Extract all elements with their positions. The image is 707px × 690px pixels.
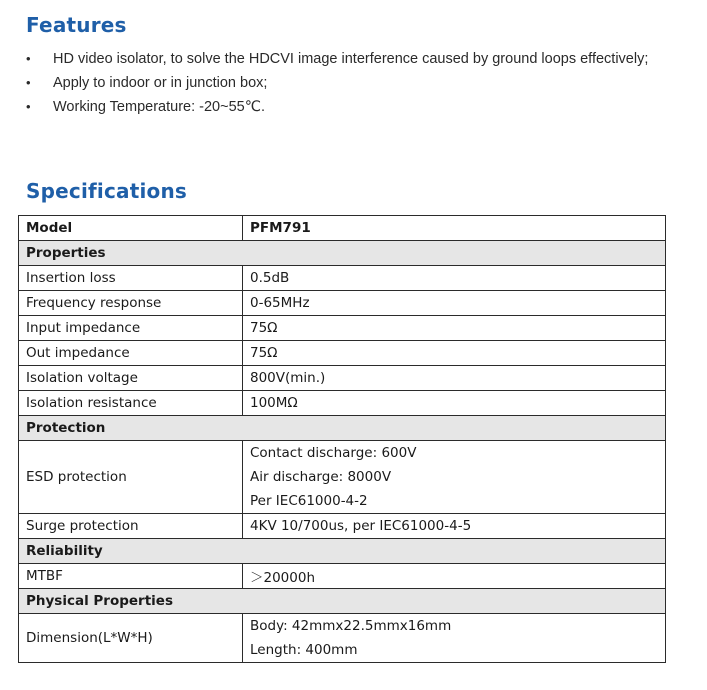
row-label: Input impedance — [19, 316, 243, 341]
row-label: Isolation voltage — [19, 366, 243, 391]
row-value: 0.5dB — [243, 266, 666, 291]
section-row — [19, 416, 666, 441]
row-value — [243, 441, 666, 514]
bullet-icon: • — [26, 51, 31, 66]
section-properties: Properties — [19, 241, 666, 266]
table-row — [19, 391, 666, 416]
value-line: Per IEC61000-4-2 — [250, 493, 368, 509]
specifications-table — [18, 215, 666, 663]
table-row — [19, 341, 666, 366]
row-label: Out impedance — [19, 341, 243, 366]
feature-text: HD video isolator, to solve the HDCVI image interference caused by ground loops effectively; — [53, 51, 649, 67]
section-physical-properties: Physical Properties — [19, 589, 666, 614]
section-row — [19, 539, 666, 564]
feature-item — [26, 47, 666, 71]
model-value: PFM791 — [243, 216, 666, 241]
row-value: 75Ω — [243, 341, 666, 366]
row-label: Insertion loss — [19, 266, 243, 291]
row-value: 0-65MHz — [243, 291, 666, 316]
table-row — [19, 316, 666, 341]
table-row — [19, 366, 666, 391]
model-row — [19, 216, 666, 241]
row-value: 4KV 10/700us, per IEC61000-4-5 — [243, 514, 666, 539]
model-label: Model — [19, 216, 243, 241]
bullet-icon: • — [26, 99, 31, 114]
row-label: MTBF — [19, 564, 243, 589]
features-list — [26, 47, 666, 119]
section-row — [19, 589, 666, 614]
value-line: Air discharge: 8000V — [250, 469, 392, 485]
table-row — [19, 614, 666, 663]
section-row — [19, 241, 666, 266]
value-line: Contact discharge: 600V — [250, 445, 417, 461]
row-label: Dimension(L*W*H) — [19, 614, 243, 663]
row-value: 100MΩ — [243, 391, 666, 416]
row-label: Frequency response — [19, 291, 243, 316]
bullet-icon: • — [26, 75, 31, 90]
table-row — [19, 266, 666, 291]
row-label: Isolation resistance — [19, 391, 243, 416]
table-row — [19, 291, 666, 316]
row-value: 800V(min.) — [243, 366, 666, 391]
section-protection: Protection — [19, 416, 666, 441]
feature-text: Working Temperature: -20~55℃. — [53, 99, 266, 115]
row-value: ＞20000h — [243, 564, 666, 589]
table-row — [19, 514, 666, 539]
value-line: Body: 42mmx22.5mmx16mm — [250, 618, 452, 634]
table-row — [19, 564, 666, 589]
row-label: Surge protection — [19, 514, 243, 539]
features-heading: Features — [26, 13, 127, 37]
feature-item — [26, 71, 666, 95]
row-label: ESD protection — [19, 441, 243, 514]
value-line: Length: 400mm — [250, 642, 358, 658]
row-value — [243, 614, 666, 663]
feature-item — [26, 95, 666, 119]
section-reliability: Reliability — [19, 539, 666, 564]
table-row — [19, 441, 666, 514]
feature-text: Apply to indoor or in junction box; — [53, 75, 268, 91]
row-value: 75Ω — [243, 316, 666, 341]
specifications-heading: Specifications — [26, 179, 188, 203]
